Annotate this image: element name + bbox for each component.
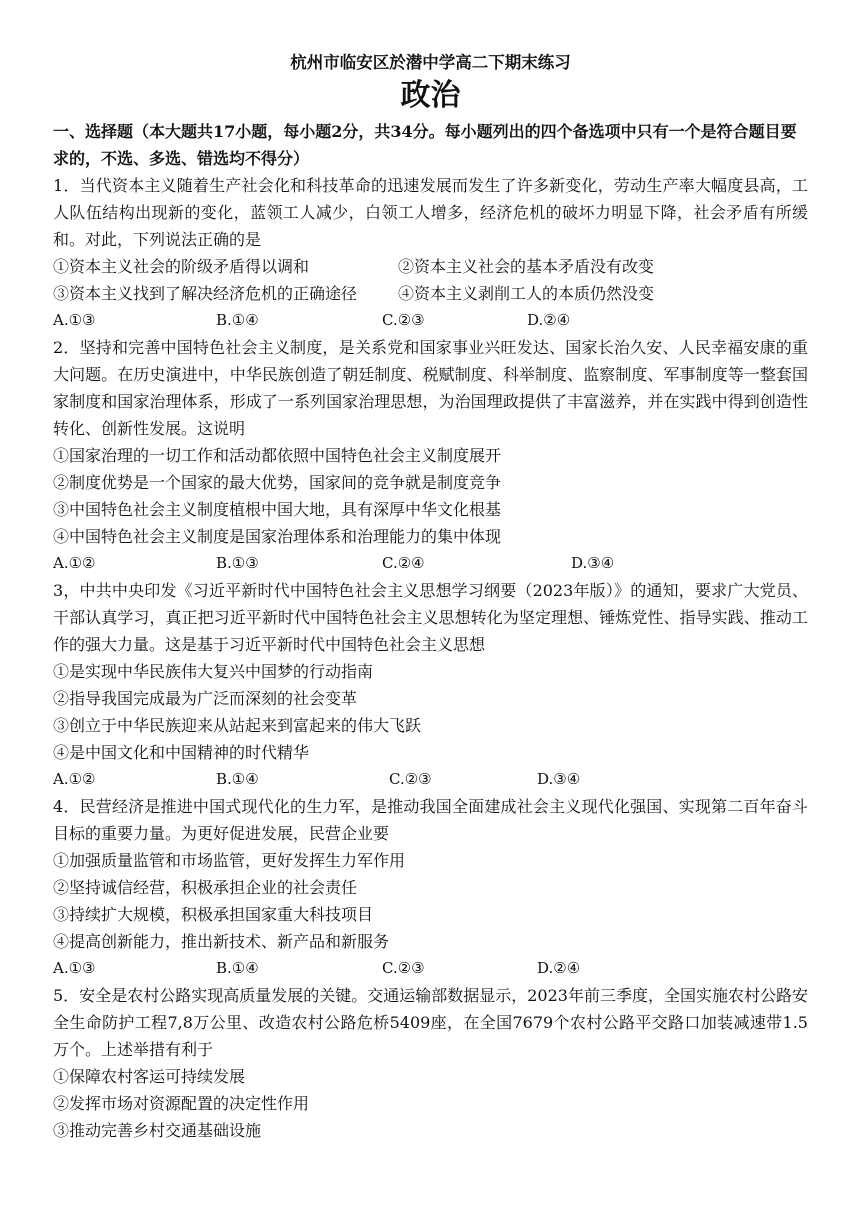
answer-d: D.②④ bbox=[537, 959, 581, 977]
option-3: ③持续扩大规模，积极承担国家重大科技项目 bbox=[53, 905, 374, 924]
exam-title: 政治 bbox=[400, 78, 461, 113]
option-1: ①资本主义社会的阶级矛盾得以调和 bbox=[53, 257, 310, 276]
answer-c: C.②③ bbox=[382, 311, 425, 329]
answer-d: D.②④ bbox=[527, 311, 571, 329]
option-2: ②发挥市场对资源配置的决定性作用 bbox=[53, 1094, 310, 1113]
answer-d: D.③④ bbox=[571, 554, 615, 572]
option-3: ③资本主义找到了解决经济危机的正确途径 bbox=[53, 284, 358, 303]
section-heading: 一、选择题（本大题共17小题，每小题2分，共34分。每小题列出的四个备选项中只有一个是符合题目要求的，不选、多选、错选均不得分） bbox=[53, 122, 797, 168]
option-2: ②指导我国完成最为广泛而深刻的社会变革 bbox=[53, 689, 358, 708]
option-2: ②资本主义社会的基本矛盾没有改变 bbox=[398, 257, 655, 276]
option-4: ④资本主义剥削工人的本质仍然没变 bbox=[398, 284, 655, 303]
option-4: ④中国特色社会主义制度是国家治理体系和治理能力的集中体现 bbox=[53, 527, 502, 546]
question-stem: 4．民营经济是推进中国式现代化的生力军，是推动我国全面建成社会主义现代化强国、实现第二百年奋斗目标的重要力量。为更好促进发展，民营企业要 bbox=[53, 797, 808, 843]
answer-row bbox=[53, 307, 808, 334]
question-stem: 5．安全是农村公路实现高质量发展的关键。交通运输部数据显示，2023年前三季度，全国实施农村公路安全生命防护工程7,8万公里、改造农村公路危桥5409座，在全国7679个农村公路平交路口加装减速带1.5万个。上述举措有利于 bbox=[53, 986, 808, 1059]
option-row bbox=[53, 280, 808, 307]
exam-subtitle: 杭州市临安区於潜中学高二下期末练习 bbox=[290, 53, 571, 72]
question-stem: 2．坚持和完善中国特色社会主义制度，是关系党和国家事业兴旺发达、国家长治久安、人民幸福安康的重大问题。在历史演进中，中华民族创造了朝廷制度、税赋制度、科举制度、监察制度、军事制度等一整套国家制度和国家治理体系，形成了一系列国家治理思想，为治国理政提供了丰富滋养，并在实践中得到创造性转化、创新性发展。这说明 bbox=[53, 338, 808, 438]
question-5 bbox=[53, 982, 808, 1144]
question-stem: 3，中共中央印发《习近平新时代中国特色社会主义思想学习纲要（2023年版）》的通知，要求广大党员、干部认真学习，真正把习近平新时代中国特色社会主义思想转化为坚定理想、锤炼党性、指导实践、推动工作的强大力量。这是基于习近平新时代中国特色社会主义思想 bbox=[53, 581, 808, 654]
option-3: ③中国特色社会主义制度植根中国大地，具有深厚中华文化根基 bbox=[53, 500, 502, 519]
answer-row bbox=[53, 766, 808, 793]
answer-row bbox=[53, 955, 808, 982]
answer-row bbox=[53, 550, 808, 577]
answer-c: C.②③ bbox=[382, 959, 425, 977]
answer-b: B.①④ bbox=[216, 311, 259, 329]
option-3: ③推动完善乡村交通基础设施 bbox=[53, 1121, 262, 1140]
answer-a: A.①③ bbox=[53, 311, 96, 329]
question-stem: 1．当代资本主义随着生产社会化和科技革命的迅速发展而发生了许多新变化，劳动生产率大幅度县高，工人队伍结构出现新的变化，蓝领工人减少，白领工人增多，经济危机的破坏力明显下降，社会矛盾有所缓和。对此，下列说法正确的是 bbox=[53, 176, 808, 249]
answer-b: B.①③ bbox=[216, 554, 259, 572]
option-2: ②制度优势是一个国家的最大优势，国家间的竞争就是制度竞争 bbox=[53, 473, 502, 492]
option-1: ①保障农村客运可持续发展 bbox=[53, 1067, 246, 1086]
question-4 bbox=[53, 793, 808, 982]
answer-b: B.①④ bbox=[216, 770, 259, 788]
answer-c: C.②④ bbox=[382, 554, 425, 572]
answer-a: A.①② bbox=[53, 770, 96, 788]
answer-b: B.①④ bbox=[216, 959, 259, 977]
question-3 bbox=[53, 577, 808, 793]
option-1: ①国家治理的一切工作和活动都依照中国特色社会主义制度展开 bbox=[53, 446, 502, 465]
answer-c: C.②③ bbox=[389, 770, 432, 788]
option-1: ①加强质量监管和市场监管，更好发挥生力军作用 bbox=[53, 851, 406, 870]
option-3: ③创立于中华民族迎来从站起来到富起来的伟大飞跃 bbox=[53, 716, 422, 735]
option-4: ④是中国文化和中国精神的时代精华 bbox=[53, 743, 310, 762]
question-2 bbox=[53, 334, 808, 577]
option-row bbox=[53, 253, 808, 280]
option-4: ④提高创新能力，推出新技术、新产品和新服务 bbox=[53, 932, 390, 951]
answer-a: A.①③ bbox=[53, 959, 96, 977]
option-2: ②坚持诚信经营，积极承担企业的社会责任 bbox=[53, 878, 358, 897]
question-1 bbox=[53, 172, 808, 334]
answer-d: D.③④ bbox=[537, 770, 581, 788]
answer-a: A.①② bbox=[53, 554, 96, 572]
option-1: ①是实现中华民族伟大复兴中国梦的行动指南 bbox=[53, 662, 374, 681]
